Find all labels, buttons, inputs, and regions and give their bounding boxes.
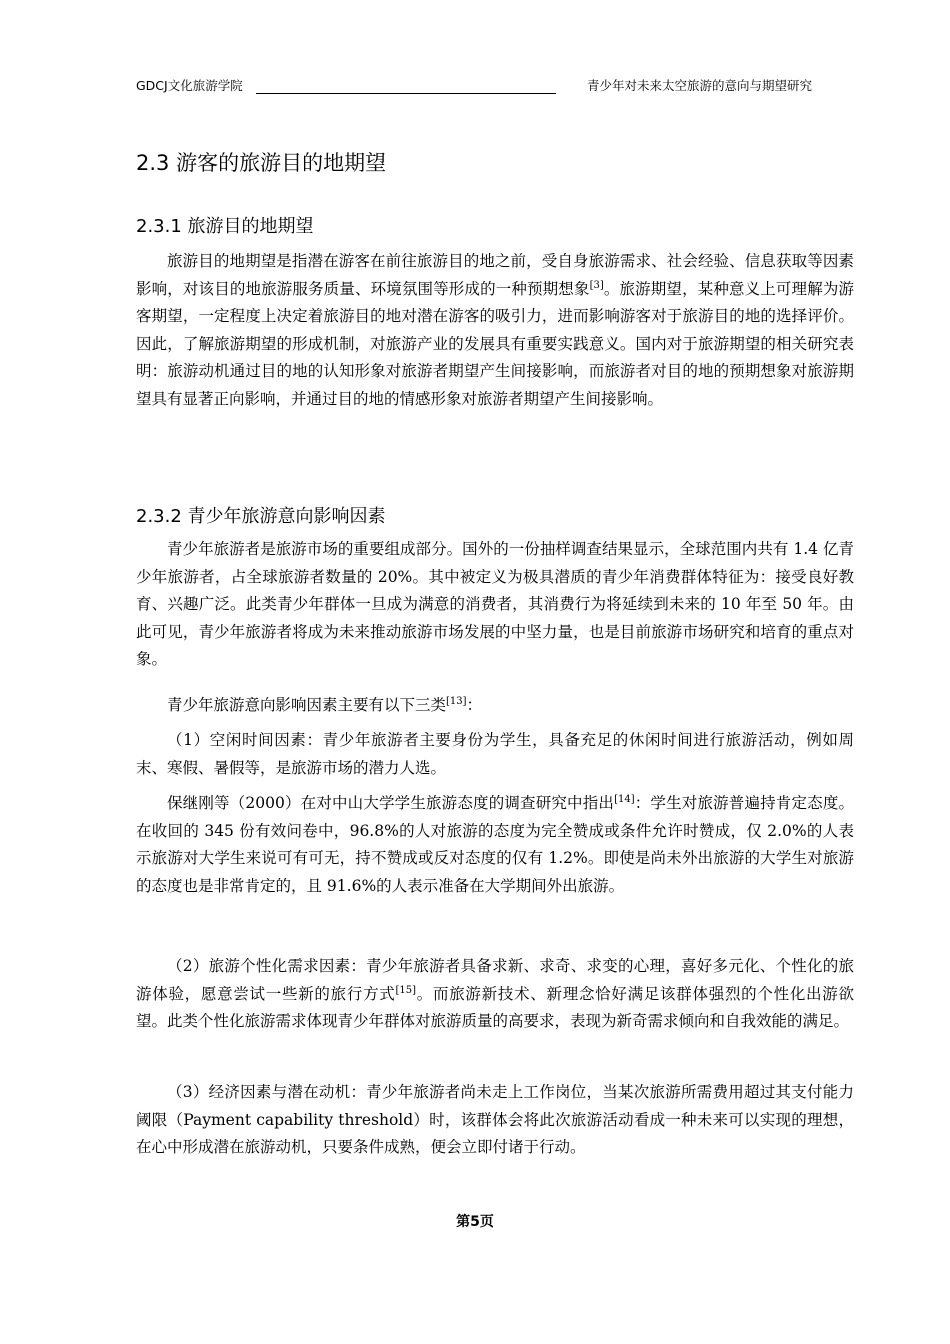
paragraph-destination-expectation xyxy=(136,248,854,414)
paragraph-text: （1）空闲时间因素：青少年旅游者主要身份为学生，具备充足的休闲时间进行旅游活动，例如周末、寒假、暑假等，是旅游市场的潜力人选。 xyxy=(136,731,854,777)
paragraph-factor-leisure-time xyxy=(136,727,854,782)
paragraph-youth-travelers xyxy=(136,536,854,674)
paragraph-text: 。旅游期望，某种意义上可理解为游客期望，一定程度上决定着旅游目的地对潜在游客的吸引力，进而影响游客对于旅游目的地的选择评价。因此，了解旅游期望的形成机制，对旅游产业的发展具有重要实践意义。国内对于旅游期望的相关研究表明：旅游动机通过目的地的认知形象对旅游者期望产生间接影响，而旅游者对目的地的预期想象对旅游期望具有显著正向影响，并通过目的地的情感形象对旅游者期望产生间接影响。 xyxy=(136,279,854,408)
header-institution: GDCJ文化旅游学院 xyxy=(136,78,243,93)
paragraph-text: 青少年旅游者是旅游市场的重要组成部分。国外的一份抽样调查结果显示，全球范围内共有 1.4 亿青少年旅游者，占全球旅游者数量的 20%。其中被定义为极具潜质的青少年消费群体特征为：接受良好教育、兴趣广泛。此类青少年群体一旦成为满意的消费者，其消费行为将延续到未来的 10 年至 50 年。由此可见，青少年旅游者将成为未来推动旅游市场发展的中坚力量，也是目前旅游市场研究和培育的重点对象。 xyxy=(136,540,854,669)
paragraph-text: 保继刚等（2000）在对中山大学学生旅游态度的调查研究中指出 xyxy=(167,794,615,812)
header-paper-title: 青少年对未来太空旅游的意向与期望研究 xyxy=(586,78,812,93)
citation-ref: [3] xyxy=(589,279,604,291)
paragraph-text: （3）经济因素与潜在动机：青少年旅游者尚未走上工作岗位，当某次旅游所需费用超过其支付能力阈限（Payment capability threshold）时，该群体会将此次旅游活动看成一种未来可以实现的理想，在心中形成潜在旅游动机，只要条件成熟，便会立即付诸于行动。 xyxy=(136,1083,854,1157)
paragraph-text: 。而旅游新技术、新理念恰好满足该群体强烈的个性化出游欲望。此类个性化旅游需求体现青少年群体对旅游质量的高要求，表现为新奇需求倾向和自我效能的满足。 xyxy=(136,984,854,1031)
paragraph-text: 旅游目的地期望是指潜在游客在前往旅游目的地之前，受自身旅游需求、社会经验、信息获取等因素影响，对该目的地旅游服务质量、环境氛围等形成的一种预期想象 xyxy=(136,252,854,298)
section-heading: 2.3 游客的旅游目的地期望 xyxy=(136,151,387,175)
paragraph-factor-economic xyxy=(136,1079,854,1162)
citation-ref: [14] xyxy=(614,793,635,805)
citation-ref: [15] xyxy=(395,984,417,996)
paragraph-factor-personalization xyxy=(136,953,854,1036)
page-number: 第5页 xyxy=(456,1214,494,1230)
paragraph-text: （2）旅游个性化需求因素：青少年旅游者具备求新、求奇、求变的心理，喜好多元化、个性化的旅游体验，愿意尝试一些新的旅行方式 xyxy=(136,957,854,1003)
citation-ref: [13] xyxy=(446,695,467,707)
subsection-heading-2-3-1: 2.3.1 旅游目的地期望 xyxy=(136,216,314,237)
paragraph-text: ：学生对旅游普遍持肯定态度。在收回的 345 份有效问卷中，96.8%的人对旅游的态度为完全赞成或条件允许时赞成，仅 2.0%的人表示旅游对大学生来说可有可无，持不赞成或反对态度的仅有 1.2%。即使是尚未外出旅游的大学生对旅游的态度也是非常肯定的，且 91.6%的人表示准备在大学期间外出旅游。 xyxy=(136,794,854,895)
paragraph-factors-intro xyxy=(136,692,854,720)
paragraph-text: ： xyxy=(466,696,483,714)
header-rule xyxy=(256,93,556,94)
running-header xyxy=(136,76,812,96)
paragraph-text: 青少年旅游意向影响因素主要有以下三类 xyxy=(167,696,447,714)
subsection-heading-2-3-2: 2.3.2 青少年旅游意向影响因素 xyxy=(136,506,386,527)
paragraph-survey-bao xyxy=(136,790,854,900)
